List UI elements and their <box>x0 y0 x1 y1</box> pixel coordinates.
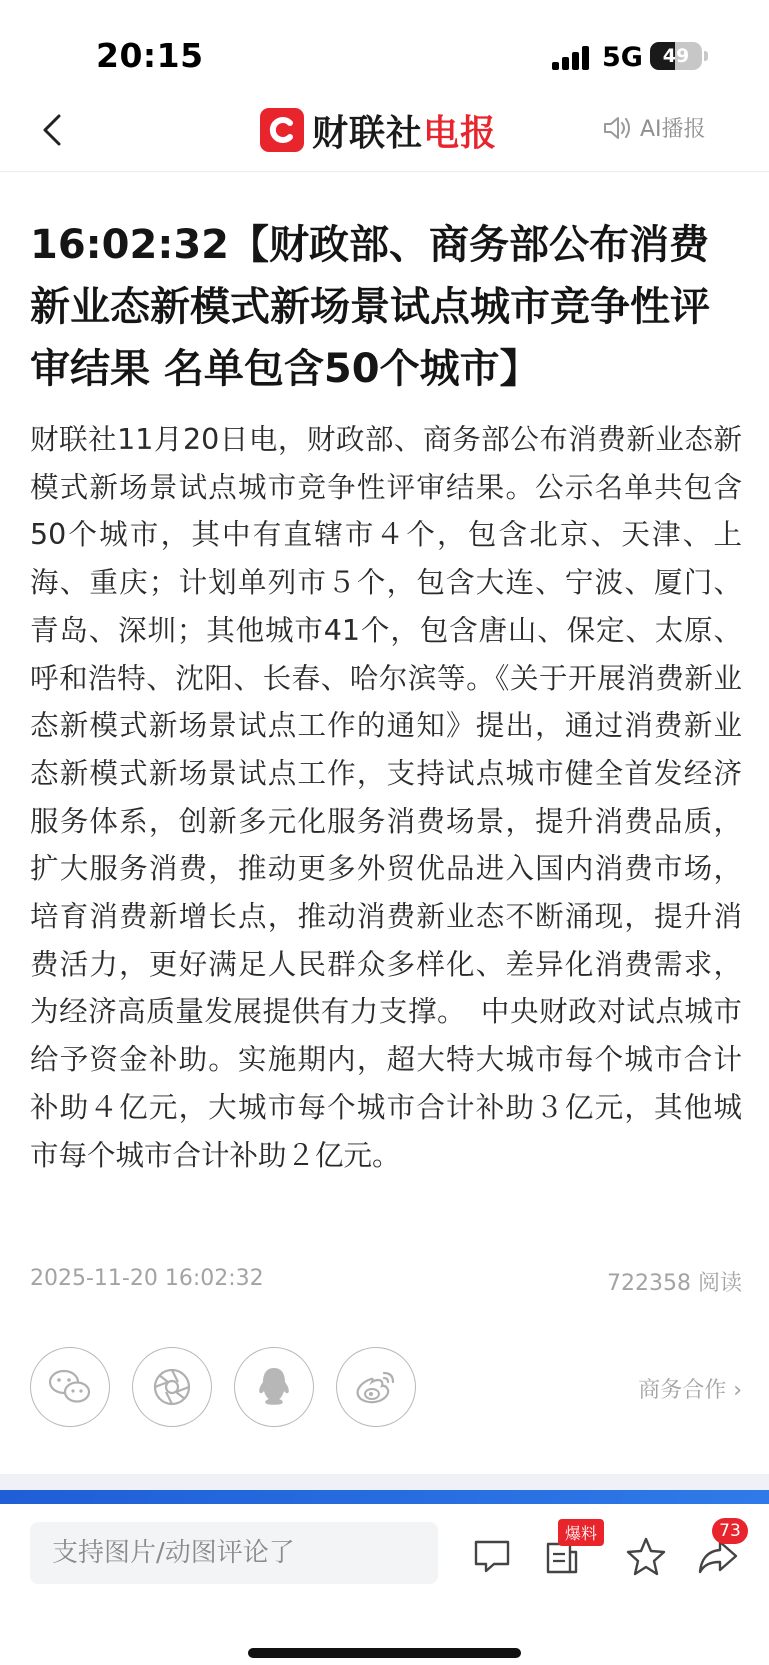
brand-name-part2: 电报 <box>423 112 498 154</box>
brand-name <box>312 105 497 156</box>
star-icon <box>624 1534 668 1578</box>
share-qq-button[interactable] <box>234 1347 314 1427</box>
logo-c-icon <box>260 108 304 152</box>
signal-icon <box>552 46 592 70</box>
weibo-icon <box>353 1367 399 1407</box>
article-body: 财联社11月20日电，财政部、商务部公布消费新业态新模式新场景试点城市竞争性评审结果。公示名单共包含50个城市，其中有直辖市４个，包含北京、天津、上海、重庆；计划单列市５个，包含大连、宁波、厦门、青岛、深圳；其他城市41个，包含唐山、保定、太原、呼和浩特、沈阳、长春、哈尔滨等。《关于开展消费新业态新模式新场景试点工作的通知》提出，通过消费新业态新模式新场景试点工作，支持试点城市健全首发经济服务体系，创新多元化服务消费场景，提升消费品质，扩大服务消费，推动更多外贸优品进入国内消费市场，培育消费新增长点，推动消费新业态不断涌现，提升消费活力，更好满足人民群众多样化、差异化消费需求，为经济高质量发展提供有力支撑。 中央财政对试点城市给予资金补助。实施期内，超大特大城市每个城市合计补助４亿元，大城市每个城市合计补助３亿元，其他城市每个城市合计补助２亿元。 <box>30 423 742 1172</box>
share-moments-button[interactable] <box>132 1347 212 1427</box>
comment-input[interactable] <box>30 1522 438 1584</box>
share-count-badge: 73 <box>712 1518 748 1544</box>
qq-icon <box>255 1365 293 1409</box>
home-indicator <box>248 1648 521 1658</box>
accent-band <box>0 1490 769 1504</box>
speaker-icon <box>602 114 632 142</box>
share-wechat-button[interactable] <box>30 1347 110 1427</box>
ai-broadcast-button[interactable] <box>602 112 706 143</box>
article-headline: 16:02:32【财政部、商务部公布消费新业态新模式新场景试点城市竞争性评审结果 名单包含50个城市】 <box>30 222 710 392</box>
brand-name-part1: 财联社 <box>312 112 424 154</box>
business-cooperation-link[interactable]: 商务合作 › <box>638 1378 742 1403</box>
article-meta <box>30 1266 742 1297</box>
comment-icon <box>470 1534 514 1578</box>
nav-bar <box>0 90 769 172</box>
battery-icon <box>650 42 702 70</box>
share-row <box>30 1347 742 1427</box>
moments-icon <box>151 1366 193 1408</box>
divider-band <box>0 1474 769 1490</box>
read-count-value: 722358 <box>607 1271 691 1296</box>
chevron-left-icon <box>41 113 63 147</box>
status-time: 20:15 <box>96 36 204 75</box>
favorite-button[interactable] <box>624 1534 668 1578</box>
status-bar <box>0 0 769 100</box>
battery-level: 49 <box>662 45 690 67</box>
share-weibo-button[interactable] <box>336 1347 416 1427</box>
read-count-label: 阅读 <box>697 1271 742 1296</box>
tip-badge: 爆料 <box>558 1519 604 1546</box>
bottom-bar <box>0 1504 769 1665</box>
back-button[interactable] <box>30 108 74 152</box>
read-count <box>607 1266 742 1297</box>
battery-cap <box>704 51 708 61</box>
wechat-icon <box>47 1367 93 1407</box>
publish-timestamp: 2025-11-20 16:02:32 <box>30 1266 264 1291</box>
network-label: 5G <box>602 42 643 73</box>
brand-logo <box>260 106 497 154</box>
ai-broadcast-label: AI播报 <box>640 117 706 142</box>
comment-button[interactable] <box>470 1534 514 1578</box>
